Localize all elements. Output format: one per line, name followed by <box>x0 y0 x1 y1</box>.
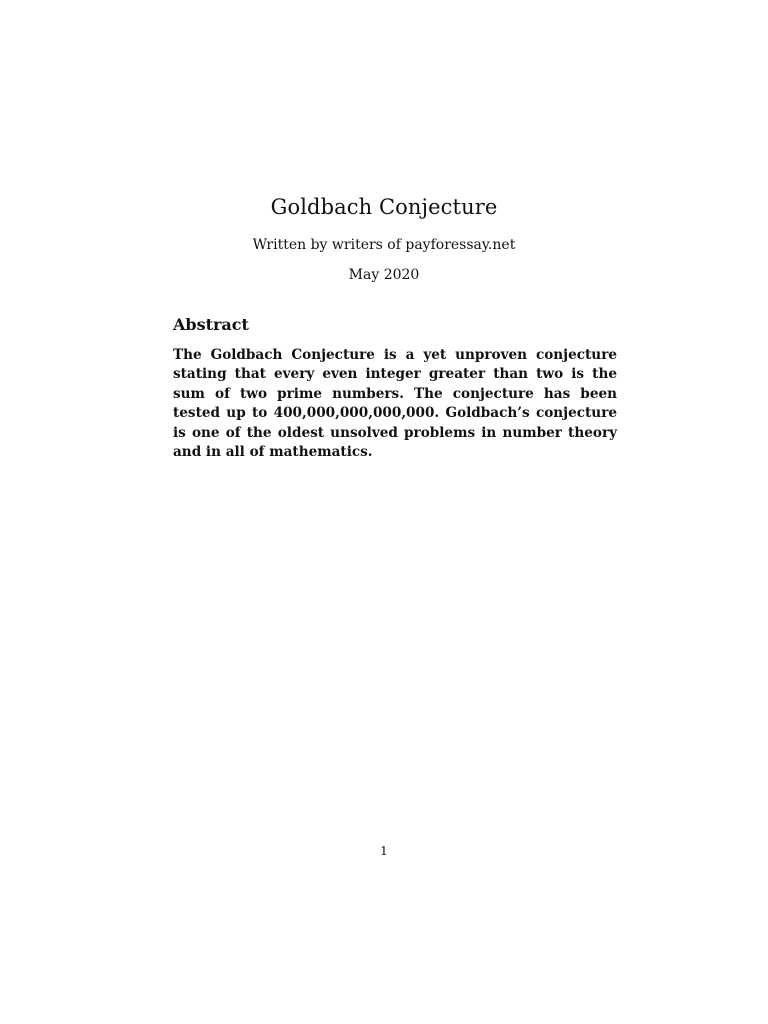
publication-date: May 2020 <box>348 267 420 283</box>
abstract-heading: Abstract <box>173 315 249 334</box>
abstract-body: The Goldbach Conjecture is a yet unproven conjecture stating that every even integer greater than two is the sum of two prime numbers. The conjecture has been tested up to 400,000,000,000,000. Goldbach’s conjecture is one of the oldest unsolved problems in number theory and in all of mathematics. <box>173 347 617 461</box>
paper-title: Goldbach Conjecture <box>270 195 498 219</box>
page-number: 1 <box>380 844 388 858</box>
author-line: Written by writers of payforessay.net <box>252 237 516 253</box>
